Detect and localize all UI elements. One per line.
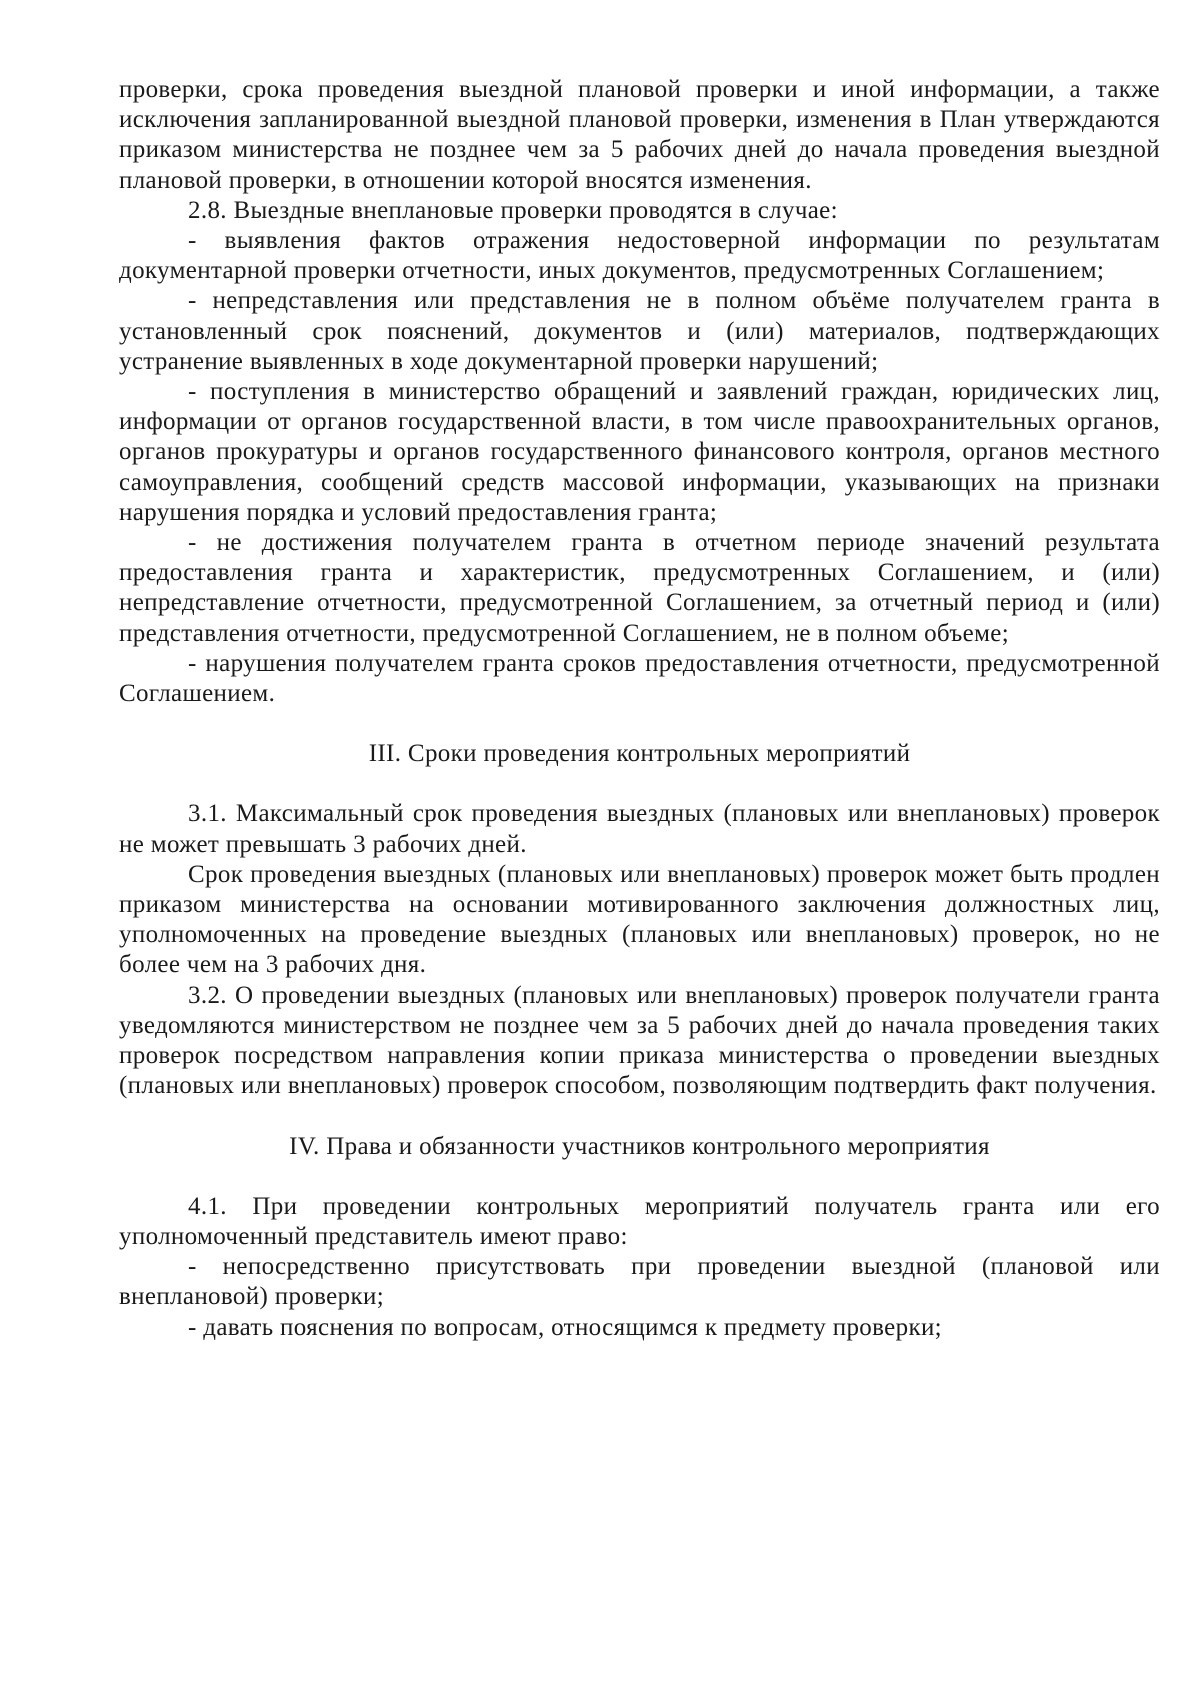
paragraph-3-1-extension: Срок проведения выездных (плановых или внеплановых) проверок может быть продлен приказом министерства на основании мотивированного заключения должностных лиц, уполномоченных на проведение выездных (плановых или внеплановых) проверок, но не более чем на 3 рабочих дня. [119,860,1160,979]
list-item: - непосредственно присутствовать при проведении выездной (плановой или внеплановой) проверки; [119,1253,1160,1311]
list-item: - непредставления или представления не в полном объёме получателем гранта в установленный срок пояснений, документов и (или) материалов, подтверждающих устранение выявленных в ходе документарной проверки нарушений; [119,287,1160,375]
paragraph-2-8: 2.8. Выездные внеплановые проверки проводятся в случае: [188,196,838,224]
list-item: - нарушения получателем гранта сроков предоставления отчетности, предусмотренной Соглашением. [119,649,1160,708]
list-item: - выявления фактов отражения недостоверной информации по результатам документарной проверки отчетности, иных документов, предусмотренных Соглашением; [119,227,1160,285]
list-item: - давать пояснения по вопросам, относящимся к предмету проверки; [188,1313,942,1341]
paragraph-4-1: 4.1. При проведении контрольных мероприятий получатель гранта или его уполномоченный представитель имеют право: [119,1192,1160,1250]
list-item: - поступления в министерство обращений и заявлений граждан, юридических лиц, информации от органов государственной власти, в том числе правоохранительных органов, органов прокуратуры и органов государственного финансового контроля, органов местного самоуправления, сообщений средств массовой информации, указывающих на признаки нарушения порядка и условий предоставления гранта; [119,378,1160,526]
section-4-heading: IV. Права и обязанности участников контрольного мероприятия [289,1132,990,1160]
intro-paragraph: проверки, срока проведения выездной плановой проверки и иной информации, а также исключения запланированной выездной плановой проверки, изменения в План утверждаются приказом министерства не позднее чем за 5 рабочих дней до начала проведения выездной плановой проверки, в отношении которой вносятся изменения. [119,76,1160,194]
document-body [119,75,1160,1343]
section-3-heading: III. Сроки проведения контрольных мероприятий [368,740,911,768]
paragraph-3-1: 3.1. Максимальный срок проведения выездных (плановых или внеплановых) проверок не может превышать 3 рабочих дней. [119,800,1160,858]
paragraph-3-2: 3.2. О проведении выездных (плановых или внеплановых) проверок получатели гранта уведомляются министерством не позднее чем за 5 рабочих дней до начала проведения таких проверок посредством направления копии приказа министерства о проведении выездных (плановых или внеплановых) проверок способом, позволяющим подтвердить факт получения. [119,981,1160,1100]
list-item: - не достижения получателем гранта в отчетном периоде значений результата предоставления гранта и характеристик, предусмотренных Соглашением, и (или) непредставление отчетности, предусмотренной Соглашением, за отчетный период и (или) представления отчетности, предусмотренной Соглашением, не в полном объеме; [119,529,1160,647]
